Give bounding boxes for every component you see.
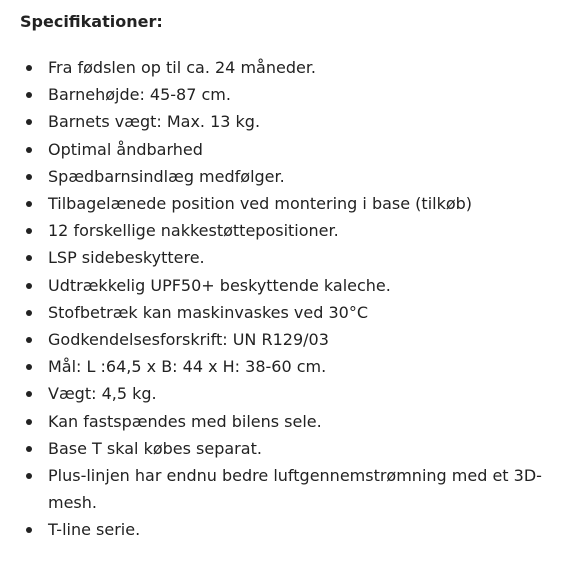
bullet-icon [26, 419, 32, 425]
bullet-icon [26, 201, 32, 207]
bullet-icon [26, 283, 32, 289]
bullet-icon [26, 337, 32, 343]
bullet-icon [26, 473, 32, 479]
spec-item-infant-insert [20, 163, 565, 190]
bullet-icon [26, 527, 32, 533]
spec-item-text: Godkendelsesforskrift: UN R129/03 [48, 330, 329, 350]
spec-item-series [20, 516, 565, 543]
spec-item-text: LSP sidebeskyttere. [48, 248, 205, 268]
spec-item-breathability [20, 136, 565, 163]
spec-item-text: Tilbagelænede position ved montering i base (tilkøb) [48, 194, 473, 214]
bullet-icon [26, 147, 32, 153]
bullet-icon [26, 92, 32, 98]
spec-item-text: Spædbarnsindlæg medfølger. [48, 166, 285, 186]
spec-item-text: Stofbetræk kan maskinvaskes ved 30°C [48, 302, 369, 322]
spec-item-child-height [20, 81, 565, 108]
bullet-icon [26, 174, 32, 180]
spec-item-text: Udtrækkelig UPF50+ beskyttende kaleche. [48, 275, 391, 295]
bullet-icon [26, 65, 32, 71]
spec-item-weight [20, 380, 565, 407]
bullet-icon [26, 228, 32, 234]
spec-item-text: Fra fødslen op til ca. 24 måneder. [48, 58, 317, 77]
spec-item-text: Base T skal købes separat. [48, 438, 262, 458]
spec-item-washable-cover [20, 299, 565, 326]
bullet-icon [26, 255, 32, 261]
bullet-icon [26, 119, 32, 125]
spec-item-approval [20, 326, 565, 353]
specifications-list [20, 54, 565, 544]
spec-item-base-sold-separately [20, 435, 565, 462]
spec-item-headrest-positions [20, 217, 565, 244]
spec-item-text: Plus-linjen har endnu bedre luftgennemstrømning med et 3D-mesh. [48, 466, 542, 513]
spec-item-side-protection [20, 244, 565, 271]
spec-item-text: Barnehøjde: 45-87 cm. [48, 85, 231, 105]
spec-item-text: Mål: L :64,5 x B: 44 x H: 38-60 cm. [48, 357, 327, 377]
spec-item-seat-belt [20, 408, 565, 435]
bullet-icon [26, 391, 32, 397]
spec-item-age-range [20, 54, 565, 81]
spec-item-text: T-line serie. [48, 520, 141, 540]
bullet-icon [26, 446, 32, 452]
spec-item-text: Kan fastspændes med bilens sele. [48, 411, 322, 431]
bullet-icon [26, 364, 32, 370]
spec-item-child-weight [20, 108, 565, 135]
spec-item-canopy [20, 272, 565, 299]
spec-item-text: 12 forskellige nakkestøttepositioner. [48, 221, 339, 241]
spec-item-recline-position [20, 190, 565, 217]
spec-item-text: Vægt: 4,5 kg. [48, 384, 157, 404]
spec-item-dimensions [20, 353, 565, 380]
bullet-icon [26, 310, 32, 316]
spec-item-text: Barnets vægt: Max. 13 kg. [48, 112, 261, 132]
specifications-heading: Specifikationer: [20, 12, 163, 31]
spec-item-airflow [20, 462, 565, 516]
spec-item-text: Optimal åndbarhed [48, 139, 203, 159]
